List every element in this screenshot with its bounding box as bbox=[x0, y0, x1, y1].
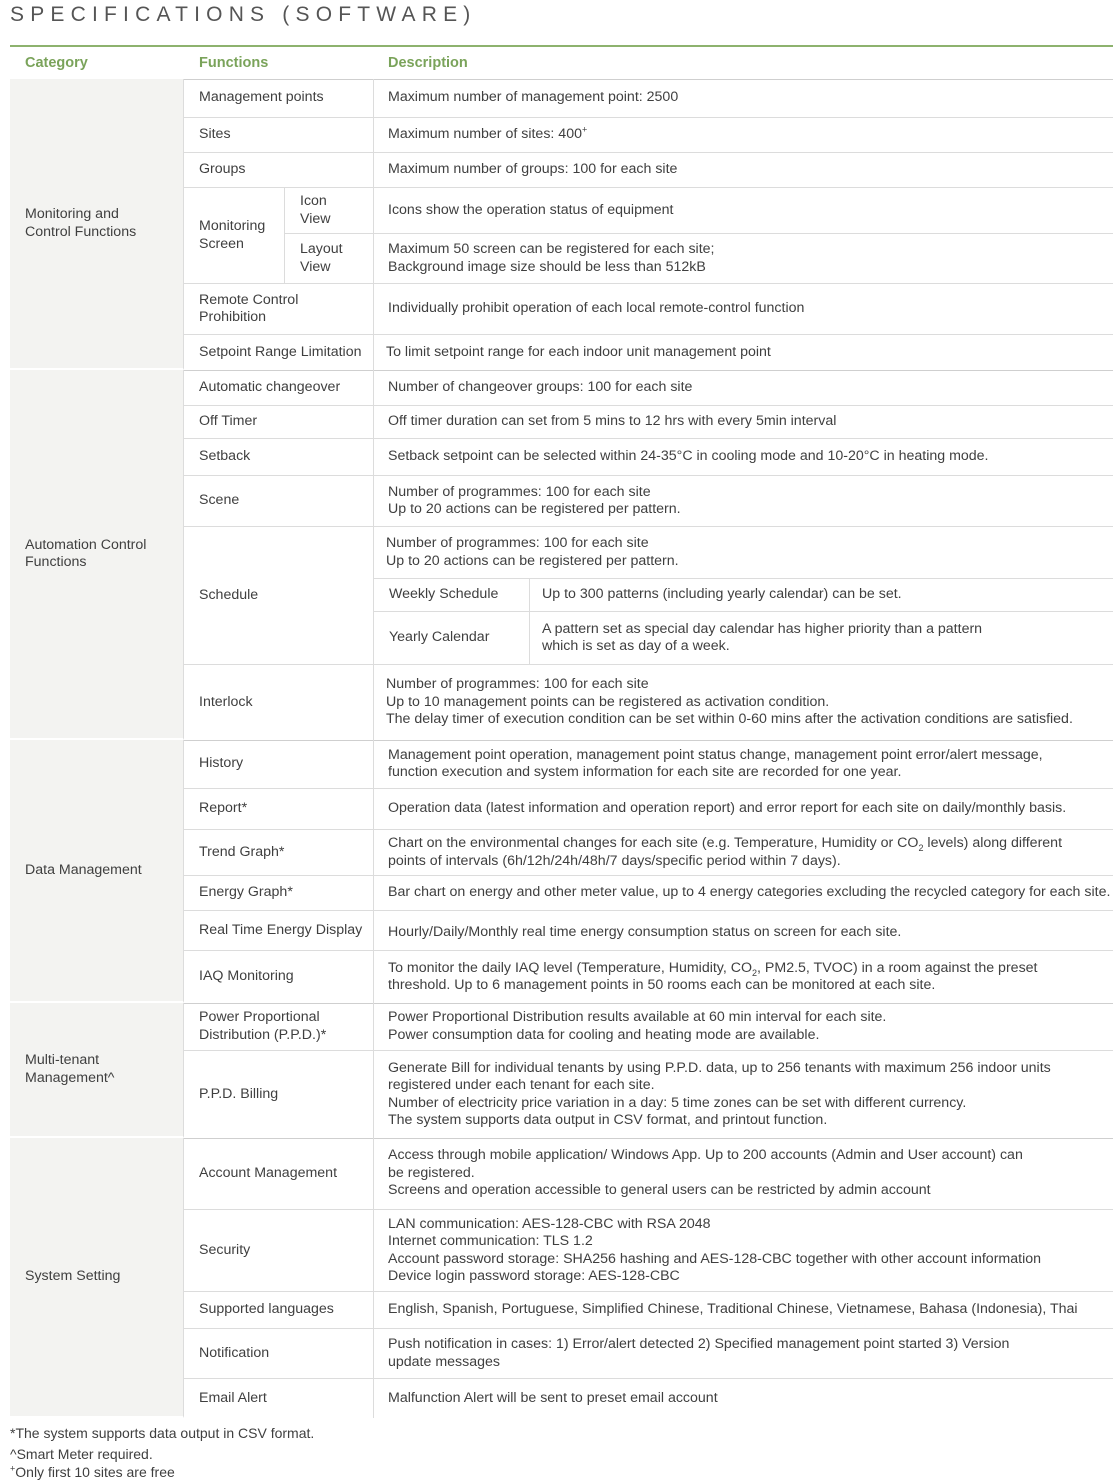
category-multitenant: Multi-tenant Management^ bbox=[10, 1003, 184, 1138]
desc-auto-changeover: Number of changeover groups: 100 for each site bbox=[374, 370, 1113, 406]
func-supported-languages: Supported languages bbox=[184, 1292, 374, 1329]
func-ppd: Power Proportional Distribution (P.P.D.)* bbox=[184, 1003, 374, 1051]
func-groups: Groups bbox=[184, 153, 374, 188]
title-rule bbox=[10, 45, 1113, 47]
desc-weekly-schedule: Up to 300 patterns (including yearly calendar) can be set. bbox=[530, 578, 1113, 612]
desc-report: Operation data (latest information and operation report) and error report for each site on daily/monthly basis. bbox=[374, 789, 1113, 830]
category-automation: Automation Control Functions bbox=[10, 370, 184, 740]
func-auto-changeover: Automatic changeover bbox=[184, 370, 374, 406]
desc-yearly-calendar: A pattern set as special day calendar has higher priority than a pattern which is set as day of a week. bbox=[530, 612, 1113, 665]
func-realtime-energy: Real Time Energy Display bbox=[184, 911, 374, 951]
desc-schedule: Number of programmes: 100 for each site Up to 20 actions can be registered per pattern. bbox=[386, 535, 679, 569]
desc-off-timer: Off timer duration can set from 5 mins to 12 hrs with every 5min interval bbox=[374, 406, 1113, 439]
func-interlock: Interlock bbox=[184, 665, 374, 740]
sub-icon-view: Icon View bbox=[285, 188, 374, 234]
desc-interlock: Number of programmes: 100 for each site Up to 10 management points can be registered as activation condition. The delay timer of execution condition can be set within 0-60 mins after the activation conditions are satisfied. bbox=[386, 676, 1073, 728]
desc-email-alert: Malfunction Alert will be sent to preset email account bbox=[388, 1389, 718, 1406]
func-account-management: Account Management bbox=[184, 1138, 374, 1210]
func-ppd-billing: P.P.D. Billing bbox=[184, 1051, 374, 1138]
category-monitoring: Monitoring and Control Functions bbox=[10, 79, 184, 370]
desc-energy-graph: Bar chart on energy and other meter value, up to 4 energy categories excluding the recycled category for each site. bbox=[374, 876, 1113, 911]
desc-ppd: Power Proportional Distribution results available at 60 min interval for each site. Power consumption data for cooling and heating mode are available. bbox=[374, 1003, 1113, 1051]
desc-notification: Push notification in cases: 1) Error/alert detected 2) Specified management point started 3) Version update messages bbox=[374, 1329, 1113, 1379]
desc-scene: Number of programmes: 100 for each site Up to 20 actions can be registered per pattern. bbox=[374, 476, 1113, 527]
func-history: History bbox=[184, 740, 374, 789]
func-setback: Setback bbox=[184, 439, 374, 476]
desc-realtime-energy: Hourly/Daily/Monthly real time energy consumption status on screen for each site. bbox=[374, 911, 1113, 951]
func-report: Report* bbox=[184, 789, 374, 830]
desc-ppd-billing: Generate Bill for individual tenants by using P.P.D. data, up to 256 tenants with maximum 256 indoor units registered under each tenant for each site. Number of electricity price variation in a day: 5 time zones can be set with different currency. The system supports data output in CSV format, and printout function. bbox=[388, 1059, 1051, 1128]
desc-trend-graph: Chart on the environmental changes for each site (e.g. Temperature, Humidity or $CO_2$ levels) along different points of intervals (6h/12h/24h/48h/7 days/specific period within 7 days). bbox=[374, 830, 1113, 876]
desc-sites: Maximum number of sites: 400+ bbox=[374, 118, 1113, 153]
func-email-alert: Email Alert bbox=[184, 1379, 374, 1418]
desc-setback: Setback setpoint can be selected within 24-35°C in cooling mode and 10-20°C in heating mode. bbox=[374, 439, 1113, 476]
func-sites: Sites bbox=[184, 118, 374, 153]
func-off-timer: Off Timer bbox=[184, 406, 374, 439]
func-scene: Scene bbox=[184, 476, 374, 527]
footnote-smart-meter: ^Smart Meter required. bbox=[10, 1446, 153, 1462]
func-weekly-schedule: Weekly Schedule bbox=[374, 578, 530, 612]
func-energy-graph: Energy Graph* bbox=[184, 876, 374, 911]
func-trend-graph: Trend Graph* bbox=[184, 830, 374, 876]
header-description: Description bbox=[388, 55, 468, 71]
func-management-points: Management points bbox=[184, 79, 374, 118]
desc-setpoint-limit: To limit setpoint range for each indoor unit management point bbox=[386, 343, 771, 360]
desc-supported-languages: English, Spanish, Portuguese, Simplified Chinese, Traditional Chinese, Vietnamese, Bahasa (Indonesia), Thai bbox=[374, 1292, 1113, 1329]
func-yearly-calendar: Yearly Calendar bbox=[374, 612, 530, 665]
sub-layout-view: Layout View bbox=[285, 234, 374, 284]
desc-iaq-monitoring: To monitor the daily IAQ level (Temperature, Humidity, $CO_2$, PM2.5, TVOC) in a room against the preset threshold. Up to 6 management points in 50 rooms each can be monitored at each site. bbox=[388, 959, 1038, 993]
category-system-setting: System Setting bbox=[10, 1138, 184, 1418]
desc-groups: Maximum number of groups: 100 for each site bbox=[374, 153, 1113, 188]
func-iaq-monitoring: IAQ Monitoring bbox=[184, 951, 374, 1003]
desc-management-points: Maximum number of management point: 2500 bbox=[374, 79, 1113, 118]
desc-account-management: Access through mobile application/ Windows App. Up to 200 accounts (Admin and User account) can be registered. Screens and operation accessible to general users can be restricted by admin account bbox=[374, 1138, 1113, 1210]
desc-icon-view: Icons show the operation status of equipment bbox=[374, 188, 1113, 234]
header-category: Category bbox=[25, 55, 88, 71]
func-remote-prohibition: Remote Control Prohibition bbox=[184, 284, 374, 335]
header-functions: Functions bbox=[199, 55, 269, 71]
func-monitoring-screen: Monitoring Screen bbox=[184, 188, 285, 284]
desc-remote-prohibition: Individually prohibit operation of each local remote-control function bbox=[374, 284, 1113, 335]
func-security: Security bbox=[184, 1210, 374, 1292]
desc-history: Management point operation, management point status change, management point error/alert message, function execution and system information for each site are recorded for one year. bbox=[374, 740, 1113, 789]
category-data-management: Data Management bbox=[10, 740, 184, 1003]
func-notification: Notification bbox=[184, 1329, 374, 1379]
func-setpoint-limit: Setpoint Range Limitation bbox=[184, 335, 374, 370]
page-title: SPECIFICATIONS (SOFTWARE) bbox=[10, 3, 477, 26]
desc-security: LAN communication: AES-128-CBC with RSA 2048 Internet communication: TLS 1.2 Account password storage: SHA256 hashing and AES-128-CBC together with other account information Device login password storage: AES-128-CBC bbox=[374, 1210, 1113, 1292]
footnote-csv: *The system supports data output in CSV format. bbox=[10, 1425, 315, 1441]
desc-layout-view: Maximum 50 screen can be registered for each site; Background image size should be less than 512kB bbox=[374, 234, 1113, 284]
func-schedule: Schedule bbox=[184, 527, 374, 665]
footnote-free-sites: +Only first 10 sites are free bbox=[10, 1463, 175, 1480]
